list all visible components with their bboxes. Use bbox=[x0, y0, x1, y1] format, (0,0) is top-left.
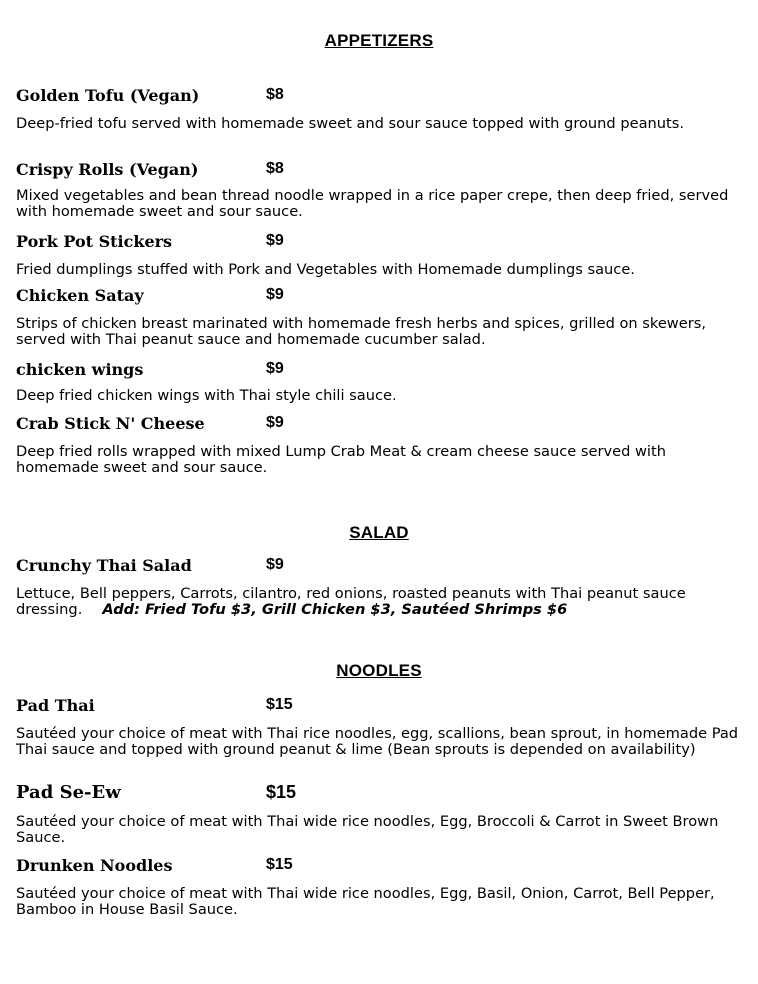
item-description: Sautéed your choice of meat with Thai wide rice noodles, Egg, Basil, Onion, Carrot, Bell Pepper, Bamboo in House Basil Sauce. bbox=[16, 885, 715, 918]
menu-item-pad-se-ew bbox=[16, 782, 746, 804]
section-title-noodles: NOODLES bbox=[336, 661, 422, 680]
item-price: $9 bbox=[266, 556, 284, 573]
item-name: Crispy Rolls (Vegan) bbox=[16, 160, 199, 179]
item-name: Golden Tofu (Vegan) bbox=[16, 86, 200, 105]
section-title-appetizers: APPETIZERS bbox=[324, 31, 434, 50]
menu-item-crab-stick-n-cheese bbox=[16, 414, 746, 436]
menu-item-chicken-wings bbox=[16, 360, 746, 382]
item-description-text: Lettuce, Bell peppers, Carrots, cilantro, red onions, roasted peanuts with Thai peanut sauce dressing. bbox=[16, 585, 686, 618]
item-price: $8 bbox=[266, 160, 284, 177]
menu-item-chicken-satay bbox=[16, 286, 746, 308]
menu-item-pork-pot-stickers bbox=[16, 232, 746, 254]
menu-item-crispy-rolls bbox=[16, 160, 746, 182]
add-on-options: Add: Fried Tofu $3, Grill Chicken $3, Sautéed Shrimps $6 bbox=[102, 601, 568, 618]
item-description: Fried dumplings stuffed with Pork and Vegetables with Homemade dumplings sauce. bbox=[16, 261, 635, 278]
menu-item-golden-tofu bbox=[16, 86, 746, 108]
item-name: chicken wings bbox=[16, 360, 144, 379]
item-description bbox=[16, 586, 742, 618]
item-description: Strips of chicken breast marinated with homemade fresh herbs and spices, grilled on skewers, served with Thai peanut sauce and homemade cucumber salad. bbox=[16, 315, 706, 348]
item-description: Deep fried rolls wrapped with mixed Lump Crab Meat & cream cheese sauce served with homemade sweet and sour sauce. bbox=[16, 443, 666, 476]
item-description: Sautéed your choice of meat with Thai rice noodles, egg, scallions, bean sprout, in homemade Pad Thai sauce and topped with ground peanut & lime (Bean sprouts is depended on availability) bbox=[16, 725, 739, 758]
item-name: Crunchy Thai Salad bbox=[16, 556, 192, 575]
item-price: $15 bbox=[266, 696, 293, 713]
item-name: Pad Se-Ew bbox=[16, 782, 121, 803]
item-name: Crab Stick N' Cheese bbox=[16, 414, 205, 433]
menu-item-crunchy-thai-salad bbox=[16, 556, 746, 578]
item-name: Drunken Noodles bbox=[16, 856, 173, 875]
item-price: $15 bbox=[266, 782, 297, 802]
item-price: $9 bbox=[266, 414, 284, 431]
item-description: Sautéed your choice of meat with Thai wide rice noodles, Egg, Broccoli & Carrot in Sweet Brown Sauce. bbox=[16, 813, 719, 846]
item-description: Deep-fried tofu served with homemade sweet and sour sauce topped with ground peanuts. bbox=[16, 115, 684, 132]
item-name: Pork Pot Stickers bbox=[16, 232, 173, 251]
item-price: $9 bbox=[266, 286, 284, 303]
item-price: $9 bbox=[266, 232, 284, 249]
item-price: $8 bbox=[266, 86, 284, 103]
item-name: Pad Thai bbox=[16, 696, 95, 715]
item-price: $9 bbox=[266, 360, 284, 377]
item-description: Mixed vegetables and bean thread noodle wrapped in a rice paper crepe, then deep fried, served with homemade sweet and sour sauce. bbox=[16, 187, 729, 220]
section-title-salad: SALAD bbox=[349, 523, 409, 542]
item-name: Chicken Satay bbox=[16, 286, 144, 305]
item-description: Deep fried chicken wings with Thai style chili sauce. bbox=[16, 387, 397, 404]
menu-item-pad-thai bbox=[16, 696, 746, 718]
item-price: $15 bbox=[266, 856, 293, 873]
menu-item-drunken-noodles bbox=[16, 856, 746, 878]
